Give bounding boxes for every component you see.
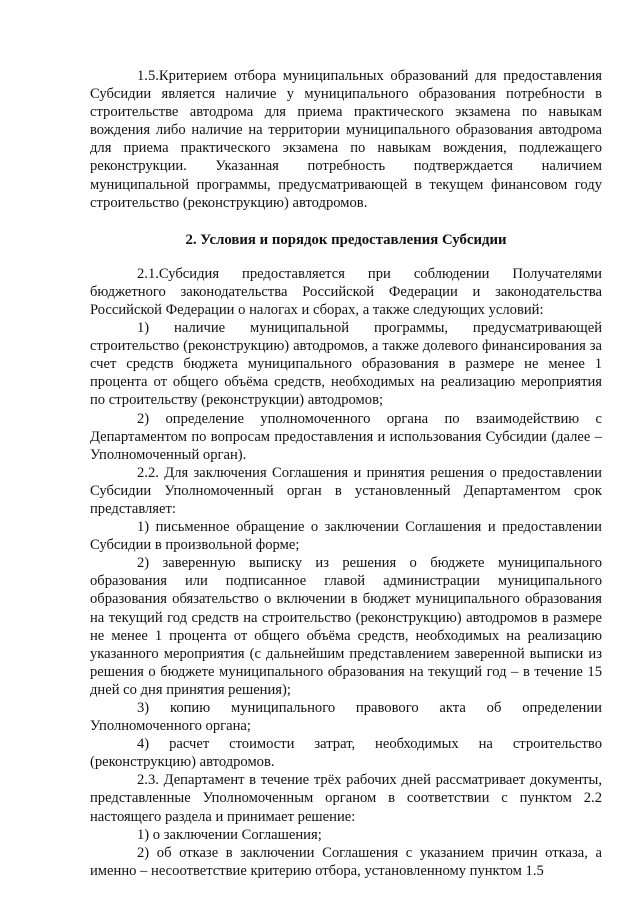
paragraph-2-2: 2.2. Для заключения Соглашения и принятия решения о предоставлении Субсидии Уполномоченный орган в установленный Департаментом срок представляет: <box>90 464 602 517</box>
document-page <box>90 67 602 880</box>
paragraph-2-3: 2.3. Департамент в течение трёх рабочих дней рассматривает документы, представленные Уполномоченным органом в соответствии с пунктом 2.2 настоящего раздела и принимает решение: <box>90 772 602 825</box>
paragraph-2-2-item-3: 3) копию муниципального правового акта об определении Уполномоченного органа; <box>90 700 602 735</box>
paragraph-2-3-item-1: 1) о заключении Соглашения; <box>137 826 322 843</box>
section-heading: 2. Условия и порядок предоставления Субсидии <box>185 231 507 248</box>
paragraph-2-2-item-1: 1) письменное обращение о заключении Соглашения и предоставлении Субсидии в произвольной форме; <box>90 519 602 554</box>
paragraph-2-2-item-4: 4) расчет стоимости затрат, необходимых на строительство (реконструкцию) автодромов. <box>90 736 602 771</box>
paragraph-2-2-item-2: 2) заверенную выписку из решения о бюджете муниципального образования или подписанное главой администрации муниципального образования обязательство о включении в бюджет муниципального образования на текущий год средств на строительство (реконструкцию) автодромов в размере не менее 1 процента от общего объёма средств, необходимых на реализацию указанного мероприятия (с дальнейшим представлением заверенной выписки из решения о бюджете муниципального образования на текущий год – в течение 15 дней со дня принятия решения); <box>90 555 602 698</box>
paragraph-2-3-item-2: 2) об отказе в заключении Соглашения с указанием причин отказа, а именно – несоответствие критерию отбора, установленному пунктом 1.5 <box>90 844 602 879</box>
paragraph-1-5: 1.5.Критерием отбора муниципальных образований для предоставления Субсидии является наличие у муниципального образования потребности в строительстве автодрома для приема практического экзамена по навыкам вождения либо наличие на территории муниципального образования автодрома для приема практического экзамена по навыкам вождения, подлежащего реконструкции. Указанная потребность подтверждается наличием муниципальной программы, предусматривающей в текущем финансовом году строительство (реконструкцию) автодромов. <box>90 68 602 211</box>
paragraph-2-1-item-1: 1) наличие муниципальной программы, предусматривающей строительство (реконструкцию) автодромов, а также долевого финансирования за счет средств бюджета муниципального образования в размере не менее 1 процента от общего объёма средств, необходимых на реализацию мероприятия по строительству (реконструкции) автодромов; <box>90 320 602 409</box>
paragraph-2-1-item-2: 2) определение уполномоченного органа по взаимодействию с Департаментом по вопросам предоставления и использования Субсидии (далее – Уполномоченный орган). <box>90 410 602 463</box>
paragraph-2-1: 2.1.Субсидия предоставляется при соблюдении Получателями бюджетного законодательства Российской Федерации и законодательства Российской Федерации о налогах и сборах, а также следующих условий: <box>90 265 602 318</box>
